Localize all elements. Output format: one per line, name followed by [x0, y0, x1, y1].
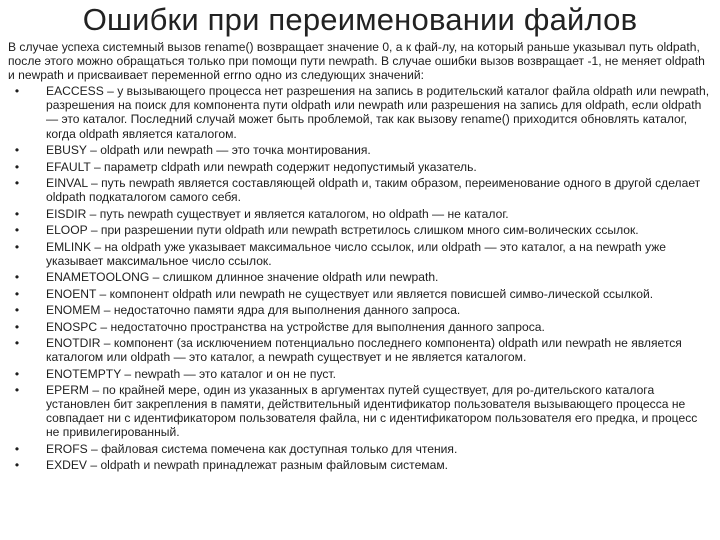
bullet-icon: •: [14, 286, 20, 301]
list-item: [8, 240, 714, 268]
slide-title: Ошибки при переименовании файлов: [82, 2, 638, 37]
list-item-text: EISDIR – путь newpath существует и является каталогом, но oldpath — не каталог.: [46, 206, 509, 221]
list-item: [8, 176, 714, 204]
list-item: [8, 383, 714, 439]
list-item: [8, 143, 714, 157]
list-item-text: EINVAL – путь newpath является составляющей oldpath и, таким образом, переименование одного в другой сделает oldpath подкаталогом самого себя.: [46, 176, 701, 205]
list-item: [8, 336, 714, 364]
list-item: [8, 458, 714, 472]
list-item: [8, 303, 714, 317]
bullet-icon: •: [14, 441, 20, 456]
list-item-text: EROFS – файловая система помечена как доступная только для чтения.: [46, 441, 458, 456]
bullet-icon: •: [14, 366, 20, 381]
list-item: [8, 84, 714, 140]
list-item-text: ENOMEM – недостаточно памяти ядра для выполнения данного запроса.: [46, 303, 461, 318]
bullet-icon: •: [14, 223, 20, 238]
list-item-text: ENOSPC – недостаточно пространства на устройстве для выполнения данного запроса.: [46, 319, 545, 334]
list-item: [8, 160, 714, 174]
list-item: [8, 287, 714, 301]
list-item-text: EFAULT – параметр cldpath или newpath содержит недопустимый указатель.: [46, 159, 477, 174]
bullet-icon: •: [14, 383, 20, 398]
error-code-list: [8, 84, 714, 472]
bullet-icon: •: [14, 336, 20, 351]
list-item: [8, 207, 714, 221]
list-item-text: EXDEV – oldpath и newpath принадлежат разным файловым системам.: [46, 458, 449, 473]
list-item-text: ENOTDIR – компонент (за исключением потенциально последнего компонента) oldpath или newpath не является каталогом или oldpath — это каталог, а newpath существует и не является каталогом.: [46, 336, 682, 365]
bullet-icon: •: [14, 176, 20, 191]
list-item-text: EMLINK – на oldpath уже указывает максимальное число ссылок, или oldpath — это каталог, а на newpath уже указывает максимальное число ссылок.: [46, 239, 667, 268]
list-item-text: EACCESS – у вызывающего процесса нет разрешения на запись в родительский каталог файла oldpath или newpath, разрешения на поиск для компонента пути oldpath или newpath или разрешения на запись для oldpath, если oldpath — это каталог. Последний случай может быть проблемой, так как вызову rename() приходится обновлять каталог, когда oldpath является каталогом.: [46, 84, 710, 141]
list-item-text: EPERM – по крайней мере, один из указанных в аргументах путей существует, для ро-дительского каталога установлен бит закрепления в памяти, действительный идентификатор пользователя вызывающего процесса не совпадает ни с идентификатором пользователя файла, ни с идентификатором пользователя его предка, и процесс не привилегированный.: [46, 383, 698, 440]
bullet-icon: •: [14, 84, 20, 99]
list-item-text: ENOTEMPTY – newpath — это каталог и он не пуст.: [46, 366, 336, 381]
bullet-icon: •: [14, 270, 20, 285]
bullet-icon: •: [14, 143, 20, 158]
bullet-icon: •: [14, 319, 20, 334]
bullet-icon: •: [14, 458, 20, 473]
list-item-text: ENOENT – компонент oldpath или newpath не существует или является повисшей симво-лической ссылкой.: [46, 286, 654, 301]
list-item-text: ELOOP – при разрешении пути oldpath или newpath встретилось слишком много сим-волических ссылок.: [46, 223, 639, 238]
bullet-icon: •: [14, 159, 20, 174]
list-item: [8, 223, 714, 237]
intro-paragraph: В случае успеха системный вызов rename() возвращает значение 0, а к фай-лу, на который раньше указывал путь oldpath, после этого можно обращаться только при помощи пути newpath. В случае ошибки вызов возвращает -1, не меняет oldpath и newpath и присваивает переменной errno одно из следующих значений:: [8, 40, 705, 83]
list-item: [8, 270, 714, 284]
bullet-icon: •: [14, 303, 20, 318]
list-item-text: EBUSY – oldpath или newpath — это точка монтирования.: [46, 143, 371, 158]
bullet-icon: •: [14, 239, 20, 254]
list-item: [8, 320, 714, 334]
bullet-icon: •: [14, 206, 20, 221]
list-item-text: ENAMETOOLONG – слишком длинное значение oldpath или newpath.: [46, 270, 439, 285]
slide-body: [8, 40, 714, 475]
list-item: [8, 442, 714, 456]
list-item: [8, 367, 714, 381]
